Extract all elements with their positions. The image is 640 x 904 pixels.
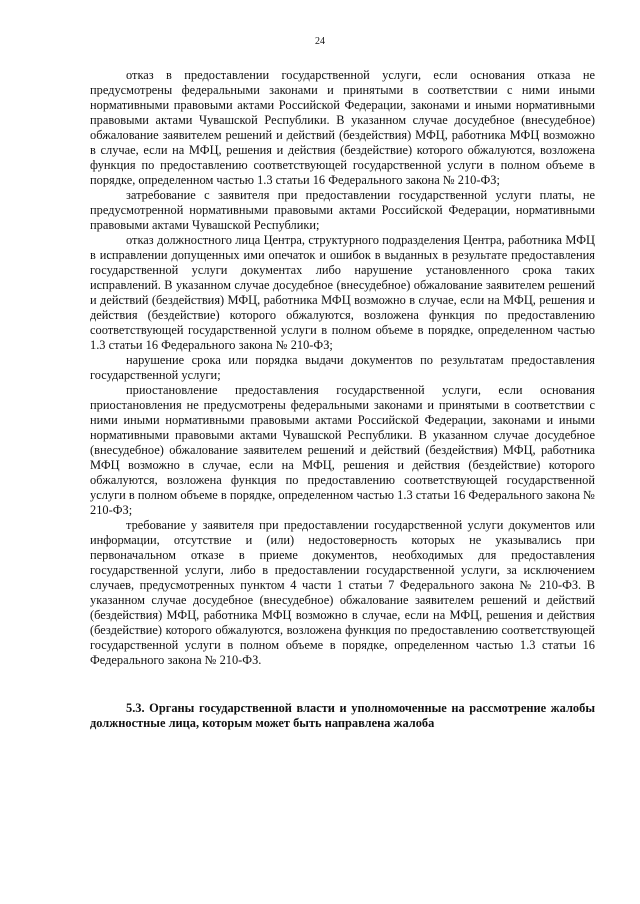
paragraph-violation-of-issue-terms: нарушение срока или порядка выдачи документов по результатам предоставления государственной услуги; [90, 353, 595, 382]
document-body [90, 68, 595, 731]
paragraph-refusal-of-service: отказ в предоставлении государственной услуги, если основания отказа не предусмотрены федеральными законами и принятыми в соответствии с ними иными нормативными правовыми актами Российской Федерации, законами и иными нормативными правовыми актами Чувашской Республики. В указанном случае досудебное (внесудебное) обжалование заявителем решений и действий (бездействия) МФЦ, работника МФЦ возможно в случае, если на МФЦ, решения и действия (бездействие) которого обжалуются, возложена функция по предоставлению соответствующей государственной услуги в полном объеме в порядке, определенном частью 1.3 статьи 16 Федерального закона № 210-ФЗ; [90, 68, 595, 187]
paragraph-demand-of-payment: затребование с заявителя при предоставлении государственной услуги платы, не предусмотренной нормативными правовыми актами Российской Федерации, нормативными правовыми актами Чувашской Республики; [90, 188, 595, 232]
paragraph-suspension-of-service: приостановление предоставления государственной услуги, если основания приостановления не предусмотрены федеральными законами и принятыми в соответствии с ними иными нормативными правовыми актами Российской Федерации, законами и иными нормативными правовыми актами Чувашской Республики. В указанном случае досудебное (внесудебное) обжалование заявителем решений и действий (бездействия) МФЦ, работника МФЦ возможно в случае, если на МФЦ, решения и действия (бездействие) которого обжалуются, возложена функция по предоставлению соответствующей государственной услуги в полном объеме в порядке, определенном частью 1.3 статьи 16 Федерального закона № 210-ФЗ; [90, 383, 595, 517]
paragraph-demand-of-documents: требование у заявителя при предоставлении государственной услуги документов или информации, отсутствие и (или) недостоверность которых не указывались при первоначальном отказе в приеме документов, необходимых для предоставления государственной услуги, либо в предоставлении государственной услуги, за исключением случаев, предусмотренных пунктом 4 части 1 статьи 7 Федерального закона № 210-ФЗ. В указанном случае досудебное (внесудебное) обжалование заявителем решений и действий (бездействия) МФЦ, работника МФЦ возможно в случае, если на МФЦ, решения и действия (бездействие) которого обжалуются, возложена функция по предоставлению соответствующей государственной услуги в полном объеме в порядке, определенном частью 1.3 статьи 16 Федерального закона № 210-ФЗ. [90, 518, 595, 667]
paragraph-refusal-to-correct-errors: отказ должностного лица Центра, структурного подразделения Центра, работника МФЦ в исправлении допущенных ими опечаток и ошибок в выданных в результате предоставления государственной услуги документах либо нарушение установленного срока таких исправлений. В указанном случае досудебное (внесудебное) обжалование заявителем решений и действий (бездействия) МФЦ, работника МФЦ возможно в случае, если на МФЦ, решения и действия (бездействие) которого обжалуются, возложена функция по предоставлению соответствующей государственной услуги в полном объеме в порядке, определенном частью 1.3 статьи 16 Федерального закона № 210-ФЗ; [90, 233, 595, 352]
section-heading-5-3: 5.3. Органы государственной власти и уполномоченные на рассмотрение жалобы должностные лица, которым может быть направлена жалоба [90, 701, 595, 730]
page-number: 24 [315, 36, 325, 47]
